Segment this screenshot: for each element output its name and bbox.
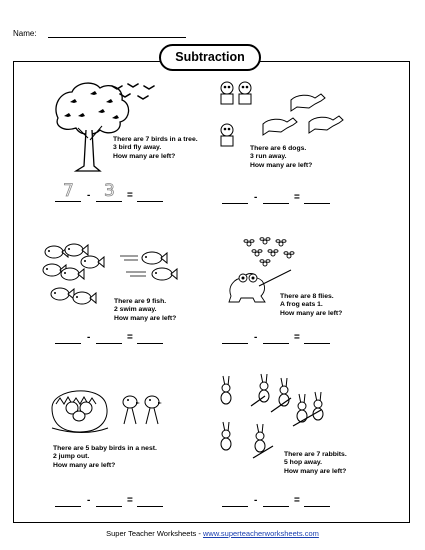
minus-sign: - <box>254 332 258 343</box>
problem-4-text: There are 8 flies. A frog eats 1. How many are left? <box>280 293 343 317</box>
answer-blank[interactable] <box>96 343 122 344</box>
footer <box>0 529 425 538</box>
minus-sign: - <box>87 332 91 343</box>
example-second-number: 3 <box>104 181 115 201</box>
example-first-number: 7 <box>63 181 74 201</box>
problem-3-equation[interactable] <box>55 328 175 344</box>
answer-blank[interactable] <box>222 506 248 507</box>
equals-sign: = <box>127 190 133 201</box>
answer-blank[interactable] <box>222 203 248 204</box>
problem-4-equation[interactable] <box>222 328 342 344</box>
footer-link[interactable]: www.superteacherworksheets.com <box>202 529 319 538</box>
equals-sign: = <box>294 495 300 506</box>
answer-blank[interactable] <box>137 343 163 344</box>
answer-blank[interactable] <box>304 343 330 344</box>
footer-separator: - <box>196 529 203 538</box>
answer-blank[interactable] <box>55 343 81 344</box>
answer-blank[interactable] <box>96 201 122 202</box>
problem-6-text: There are 7 rabbits. 5 hop away. How many are left? <box>284 451 347 475</box>
name-label: Name: <box>13 29 37 38</box>
answer-blank[interactable] <box>137 201 163 202</box>
minus-sign: - <box>254 495 258 506</box>
answer-blank[interactable] <box>222 343 248 344</box>
answer-blank[interactable] <box>137 506 163 507</box>
equals-sign: = <box>294 192 300 203</box>
answer-blank[interactable] <box>96 506 122 507</box>
name-field[interactable] <box>48 37 186 38</box>
footer-brand: Super Teacher Worksheets <box>106 529 197 538</box>
problem-1-text: There are 7 birds in a tree. 3 bird fly away. How many are left? <box>113 136 198 160</box>
minus-sign: - <box>87 190 91 201</box>
minus-sign: - <box>254 192 258 203</box>
worksheet-title: Subtraction <box>159 44 261 71</box>
problem-1-equation[interactable] <box>55 181 175 202</box>
answer-blank[interactable] <box>263 506 289 507</box>
answer-blank[interactable] <box>55 201 81 202</box>
problem-5-equation[interactable] <box>55 491 175 507</box>
nest-with-baby-birds-illustration <box>48 378 173 438</box>
answer-blank[interactable] <box>263 203 289 204</box>
equals-sign: = <box>127 495 133 506</box>
answer-blank[interactable] <box>304 506 330 507</box>
equals-sign: = <box>294 332 300 343</box>
problem-2-text: There are 6 dogs. 3 run away. How many are left? <box>250 145 313 169</box>
answer-blank[interactable] <box>304 203 330 204</box>
problem-5-text: There are 5 baby birds in a nest. 2 jump out. How many are left? <box>53 445 157 469</box>
equals-sign: = <box>127 332 133 343</box>
problem-6-equation[interactable] <box>222 491 342 507</box>
problem-2-equation[interactable] <box>222 188 342 204</box>
answer-blank[interactable] <box>55 506 81 507</box>
minus-sign: - <box>87 495 91 506</box>
problem-3-text: There are 9 fish. 2 swim away. How many are left? <box>114 298 177 322</box>
answer-blank[interactable] <box>263 343 289 344</box>
